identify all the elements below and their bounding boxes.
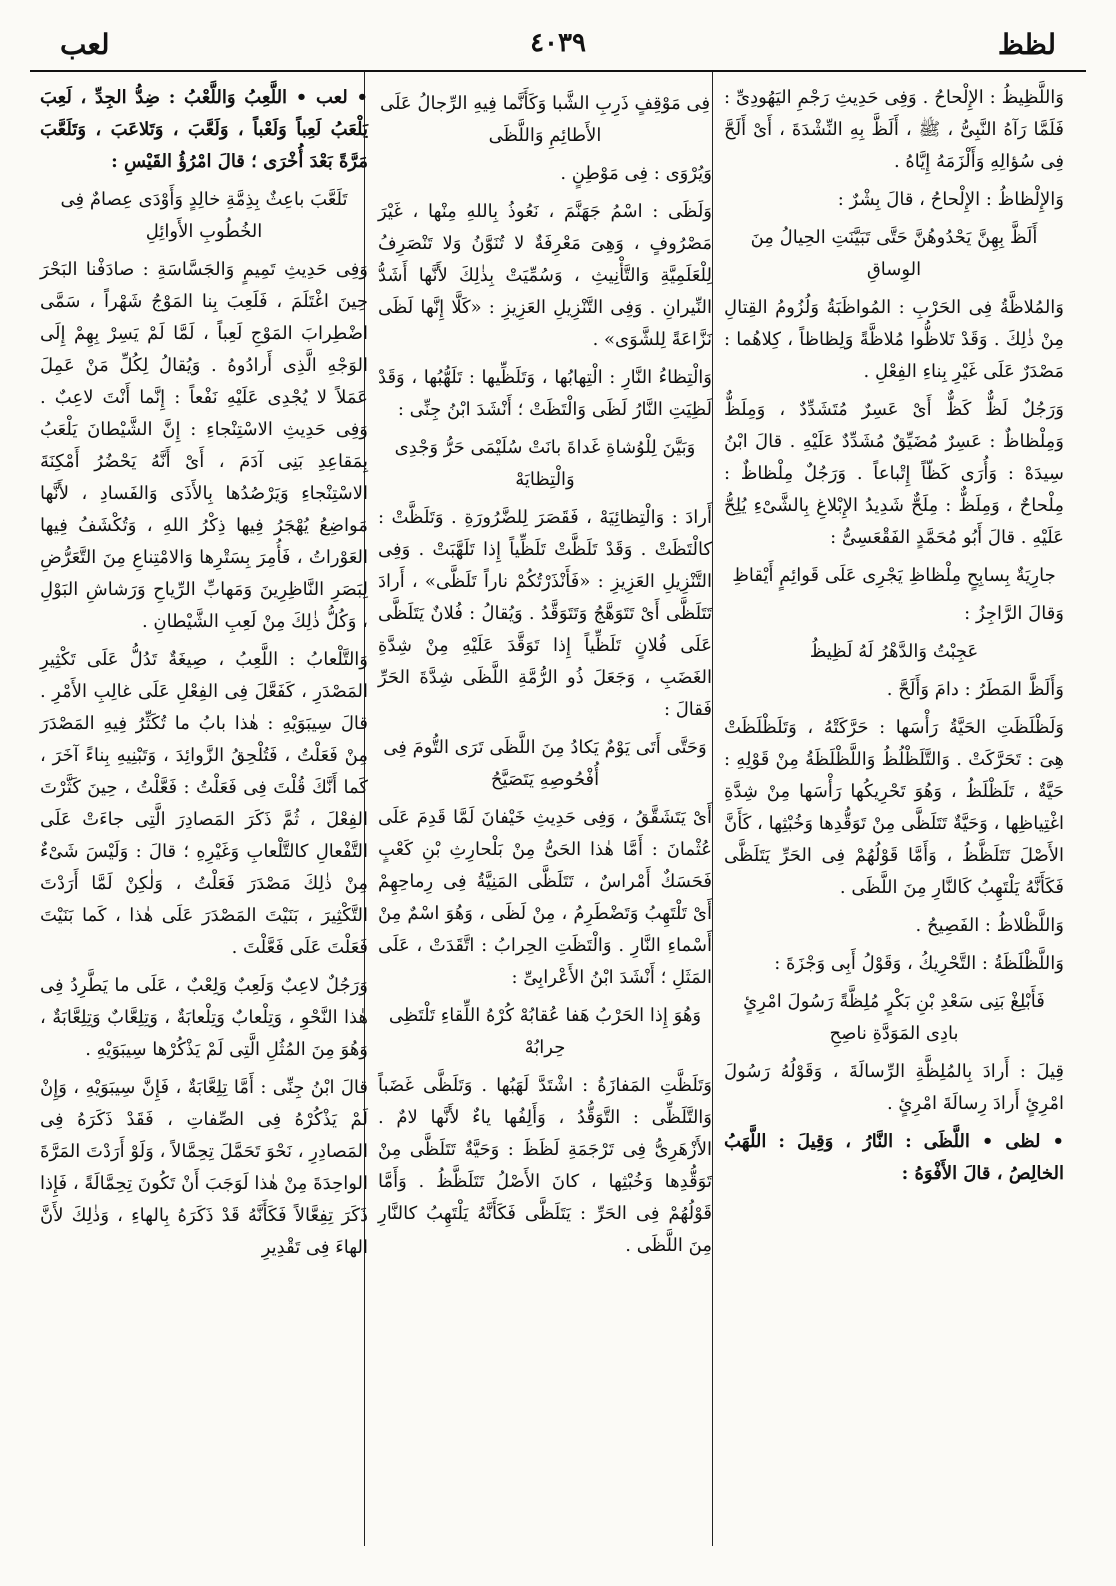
page-header (30, 20, 1086, 72)
verse: وَحَتَّى أَتَى يَوْمٌ يَكادُ مِنَ اللَّظَى تَرَى التُّومَ فِى أُفْحُوصِهِ يَتَصَيَّحُ (383, 737, 707, 790)
verse: وَهُوَ إِذا الحَرْبُ هَفا عُقابُهْ كُرْهُ اللِّقاءِ تَلْتَظِى حِرابُهْ (388, 1005, 702, 1058)
paragraph: قِيلَ : أَرادَ بِالمُلِظَّةِ الرِّسالَةَ ، وَقَوْلُهُ رَسُولَ امْرِئٍ أَرادَ رِسالَةَ امْرِئٍ . (724, 1061, 1064, 1114)
paragraph: وَأَلَظَّ المَطَرُ : دامَ وَأَلَحَّ . (886, 679, 1064, 700)
paragraph: وَلَظْلَظَتِ الحَيَّةُ رَأْسَها : حَرَّكَتْهُ ، وَتَلَظْلَظَتْ هِىَ : تَحَرَّكَتْ . وَالتَّلَظْلُظُ وَاللَّظْلَظَةُ مِنْ قَوْلِهِ : حَيَّةٌ ، تَلَظْلَظُ ، وَهُوَ تَحْرِيكُها رَأْسَها مِنْ شِدَّةِ اغْتِياظِها ، وَحَيَّةٌ تَتَلَظَّى مِنْ تَوَقُّدِها وَخُبْثِها ، كَأَنَّ الأَصْلَ تَتَلَظَّظُ ، وَأَمَّا قَوْلُهُمْ فِى الحَرِّ يَتَلَظَّى فَكَأَنَّهُ يَلْتَهِبُ كَالنَّارِ مِنَ اللَّظَى . (724, 717, 1064, 898)
paragraph: وَاللَّظْلَظَةُ : التَّحْرِيكُ ، وَقَوْلُ أَبِى وَجْزَةَ : (774, 953, 1064, 974)
header-left-word: لعب (60, 28, 110, 61)
paragraph: وَالتَّلْعابُ : اللَّعِبُ ، صِيغَةٌ تَدُلُّ عَلَى تَكْثِيرِ المَصْدَرِ ، كَفَعَّلَ فِى الفِعْلِ عَلَى غالِبِ الأَمْرِ . قالَ سِيبَوَيْهِ : هٰذا بابُ ما تُكَثِّرُ فِيهِ المَصْدَرَ مِنْ فَعَلْتُ ، فَتُلْحِقُ الزَّوائِدَ ، وَتَبْنِيهِ بِناءً آخَرَ ، كَما أَنَّكَ قُلْتَ فِى فَعَلْتُ : فَعَّلْتُ ، حِينَ كَثَّرْتَ الفِعْلَ ، ثُمَّ ذَكَرَ المَصادِرَ الَّتِى جاءَتْ عَلَى التَّفْعالِ كالتَّلْعابِ وَغَيْرِهِ ؛ قالَ : وَلَيْسَ شَىْءٌ مِنْ ذٰلِكَ مَصْدَرَ فَعَلْتُ ، وَلٰكِنْ لَمَّا أَرَدْتَ التَّكْثِيرَ ، بَنَيْتَ المَصْدَرَ عَلَى هٰذا ، كَما بَنَيْتَ فَعَلْتَ عَلَى فَعَّلْتَ . (40, 649, 368, 958)
entry-heading-paragraph: • لظى • اللَّظَى : النَّارُ ، وَقِيلَ : اللَّهَبُ الخالِصُ ، قالَ الأَفْوَهُ : (724, 1131, 1064, 1184)
paragraph: وَيُرْوَى : فِى مَوْطِنٍ . (560, 163, 712, 184)
column-right (714, 72, 1074, 1546)
verse: عَجِبْتُ وَالدَّهْرُ لَهُ لَظِيظُ (809, 641, 979, 662)
paragraph: أَرادَ : وَالْتِظائِيَهْ ، فَقَصَرَ لِلضَّرُورَةِ . وَتَلَظَّتْ : كالْتَظَتْ . وَقَدْ تَلَظَّتْ تَلَظِّياً إِذا تَلَهَّبَتْ . وَفِى التَّنْزِيلِ العَزِيزِ : «فَأَنْذَرْتُكُمْ ناراً تَلَظَّى» ، أَرادَ تَتَلَظَّى أَىْ تَتَوَهَّجُ وَتَتَوَقَّدُ . وَيُقالُ : فُلانٌ يَتَلَظَّى عَلَى فُلانٍ تَلَظِّياً إِذا تَوَقَّدَ عَلَيْهِ مِنْ شِدَّةِ الغَضَبِ ، وَجَعَلَ ذُو الرُّمَّةِ اللَّظَى شِدَّةَ الحَرِّ فَقالَ : (378, 507, 712, 720)
verse: أَلَظَّ بِهِنَّ يَحْدُوهُنَّ حَتَّى تَبَيَّنَتِ الحِيالُ مِنَ الوِساقِ (750, 227, 1038, 280)
verse: تَلَعَّبَ باعِثٌ بِذِمَّةِ خالِدٍ وَأَوْدَى عِصامٌ فِى الخُطُوبِ الأَوائِلِ (60, 189, 348, 242)
paragraph: وَلَظَى : اسْمُ جَهَنَّمَ ، نَعُوذُ بِاللهِ مِنْها ، غَيْرَ مَصْرُوفٍ ، وَهِىَ مَعْرِفَةٌ لا تُنَوَّنُ وَلا تَنْصَرِفُ لِلْعَلَمِيَّةِ وَالتَّأْنِيثِ ، وَسُمِّيَتْ بِذٰلِكَ لأَنَّها أَشَدُّ النِّيرانِ . وَفِى التَّنْزِيلِ العَزِيزِ : «كَلَّا إِنَّها لَظَى نَزَّاعَةً لِلشَّوَى» . (378, 201, 712, 350)
paragraph: وَتَلَظَّتِ المَفازَةُ : اشْتَدَّ لَهَبُها . وَتَلَظَّى غَضَباً وَالتَّلَظِّى : التَّوَقُّدُ ، وَأَلِفُها ياءٌ لأَنَّها لامٌ . الأَزْهَرِىُّ فِى تَرْجَمَةِ لَظَظَ : وَحَيَّةٌ تَتَلَظَّى مِنْ تَوَقُّدِها وَخُبْثِها ، كانَ الأَصْلُ تَتَلَظَّظُ . وَأَمَّا قَوْلُهُمْ فِى الحَرِّ : يَتَلَظَّى فَكَأَنَّهُ يَلْتَهِبُ كالنَّارِ مِنَ اللَّظَى . (378, 1075, 712, 1256)
paragraph: أَىْ يَتَشَقَّقُ ، وَفِى حَدِيثِ خَيْفانَ لَمَّا قَدِمَ عَلَى عُثْمانَ : أَمَّا هٰذا الحَىُّ مِنْ بَلْحارِثِ بْنِ كَعْبٍ فَحَسَكٌ أَمْراسٌ ، تَتَلَظَّى المَنِيَّةُ فِى رِماحِهِمْ أَىْ تَلْتَهِبُ وَتَضْطَرِمُ ، مِنْ لَظَى ، وَهُوَ اسْمٌ مِنْ أَسْماءِ النَّارِ . وَالْتَظَتِ الحِرابُ : اتَّقَدَتْ ، عَلَى المَثَلِ ؛ أَنْشَدَ ابْنُ الأَعْرابِىِّ : (378, 807, 712, 988)
entry-heading-paragraph: • لعب • اللَّعِبُ وَاللَّعْبُ : ضِدُّ الجِدِّ ، لَعِبَ يَلْعَبُ لَعِباً وَلَعْباً ، وَلَعَّبَ ، وَتَلاعَبَ ، وَتَلَعَّبَ مَرَّةً بَعْدَ أُخْرَى ؛ قالَ امْرُؤُ القَيْسِ : (40, 87, 368, 172)
paragraph: وَالْتِظاءُ النَّارِ : الْتِهابُها ، وَتَلَظِّيها : تَلَهُّبُها ، وَقَدْ لَظِيَتِ النَّارُ لَظَى وَالْتَظَتْ ؛ أَنْشَدَ ابْنُ جِنِّى : (378, 367, 712, 420)
paragraph: وَرَجُلٌ لاعِبٌ وَلَعِبٌ وَلِعْبٌ ، عَلَى ما يَطَّرِدُ فِى هٰذا النَّحْوِ ، وَتِلْعابٌ وَتِلْعابَةٌ ، وَتِلِعَّابٌ وَتِلِعَّابَةٌ ، وَهُوَ مِنَ المُثُلِ الَّتِى لَمْ يَذْكُرْها سِيبَوَيْهِ . (40, 975, 368, 1060)
paragraph: وَاللَّظْلاظُ : الفَصِيحُ . (915, 915, 1064, 936)
paragraph: وَفِى حَدِيثِ تَمِيمٍ وَالجَسَّاسَةِ : صادَفْنا البَحْرَ حِينَ اغْتَلَمَ ، فَلَعِبَ بِنا المَوْجُ شَهْراً ، سَمَّى اضْطِرابَ المَوْجِ لَعِباً ، لَمَّا لَمْ يَسِرْ بِهِمْ إِلَى الوَجْهِ الَّذِى أَرادُوهُ . وَيُقالُ لِكُلِّ مَنْ عَمِلَ عَمَلاً لا يُجْدِى عَلَيْهِ نَفْعاً : إِنَّما أَنْتَ لاعِبٌ . وَفِى حَدِيثِ الاسْتِنْجاءِ : إِنَّ الشَّيْطانَ يَلْعَبُ بِمَقاعِدِ بَنِى آدَمَ ، أَىْ أَنَّهُ يَحْضُرُ أَمْكِنَةَ الاسْتِنْجاءِ وَيَرْصُدُها بِالأَذَى وَالفَسادِ ، لأَنَّها مَواضِعُ يُهْجَرُ فِيها ذِكْرُ اللهِ ، وَتُكْشَفُ فِيها العَوْراتُ ، فَأُمِرَ بِسَتْرِها وَالامْتِناعِ مِنَ التَّعَرُّضِ لِبَصَرِ النَّاظِرِينَ وَمَهابِّ الرِّياحِ وَرَشاشِ البَوْلِ ، وَكُلُّ ذٰلِكَ مِنْ لَعِبِ الشَّيْطانِ . (40, 259, 368, 632)
verse: فَأَبْلِغْ بَنِى سَعْدِ بْنِ بَكْرٍ مُلِظَّةً رَسُولَ امْرِئٍ بادِى المَوَدَّةِ ناصِحِ (743, 991, 1045, 1044)
header-right-word: لظظ (997, 28, 1056, 61)
verse: وَبَيَّنَ لِلْوُشاةِ غَداةَ بانَتْ سُلَيْمَى حَرُّ وَجْدِى وَالْتِظايَهْ (394, 437, 696, 490)
paragraph: وَاللَّظِيظُ : الإِلْحاحُ . وَفِى حَدِيثِ رَجْمِ اليَهُودِىِّ : فَلَمَّا رَآهُ النَّبِىُّ ، ﷺ ، أَلَظَّ بِهِ النِّشْدَةَ ، أَىْ أَلَحَّ فِى سُؤالِهِ وَأَلْزَمَهُ إِيَّاهُ . (724, 87, 1064, 172)
verse: فِى مَوْقِفٍ ذَرِبِ الشَّبا وَكَأَنَّما فِيهِ الرِّجالُ عَلَى الأَطائِمِ وَاللَّظَى (379, 93, 711, 146)
paragraph: وَقالَ الرَّاجِزُ : (964, 603, 1064, 624)
paragraph: وَرَجُلٌ لَظٌّ كَظٌّ أَىْ عَسِرٌ مُتَشَدِّدٌ ، وَمِلَظٌّ وَمِلْظاظٌ : عَسِرٌ مُضَيِّقٌ مُشَدِّدٌ عَلَيْهِ . قالَ ابْنُ سِيدَهْ : وَأُرَى كَظّاً إِتْباعاً . وَرَجُلٌ مِلْظاظٌ : مِلْحاحٌ ، وَمِلَظٌّ : مِلَحٌّ شَدِيدُ الإِبْلاغِ بِالشَّىْءِ يُلِحُّ عَلَيْهِ . قالَ أَبُو مُحَمَّدٍ الفَقْعَسِىُّ : (724, 399, 1064, 548)
text-columns (30, 72, 1086, 1546)
paragraph: وَالمُلاظَّةُ فِى الحَرْبِ : المُواظَبَةُ وَلُزُومُ القِتالِ مِنْ ذٰلِكَ . وَقَدْ تَلاظُّوا مُلاظَّةً وَلِظاظاً ، كِلاهُما : مَصْدَرٌ عَلَى غَيْرِ بِناءِ الفِعْلِ . (724, 297, 1064, 382)
column-middle (368, 72, 722, 1546)
column-left (30, 72, 378, 1546)
paragraph: وَالإِلْظاظُ : الإِلْحاحُ ، قالَ بِشْرٌ : (837, 189, 1064, 210)
verse: جارِيَةٌ بِسابِحٍ مِلْظاظِ يَجْرِى عَلَى قَوائِمٍ أَيْقاظِ (732, 565, 1056, 586)
page-number: ٤٠٣٩ (530, 28, 586, 58)
paragraph: قالَ ابْنُ جِنِّى : أَمَّا تِلِعَّابَةٌ ، فَإِنَّ سِيبَوَيْهِ ، وَإِنْ لَمْ يَذْكُرْهُ فِى الصِّفاتِ ، فَقَدْ ذَكَرَهُ فِى المَصادِرِ ، نَحْوَ تَحَمَّلَ تِحِمَّالاً ، وَلَوْ أَرَدْتَ المَرَّةَ الواحِدَةَ مِنْ هٰذا لَوَجَبَ أَنْ تَكُونَ تِحِمَّالَةً ، فَإِذا ذَكَرَ تِفِعَّالاً فَكَأَنَّهُ قَدْ ذَكَرَهُ بِالهاءِ ، وَذٰلِكَ لأَنَّ الهاءَ فِى تَقْدِيرِ (40, 1077, 368, 1258)
